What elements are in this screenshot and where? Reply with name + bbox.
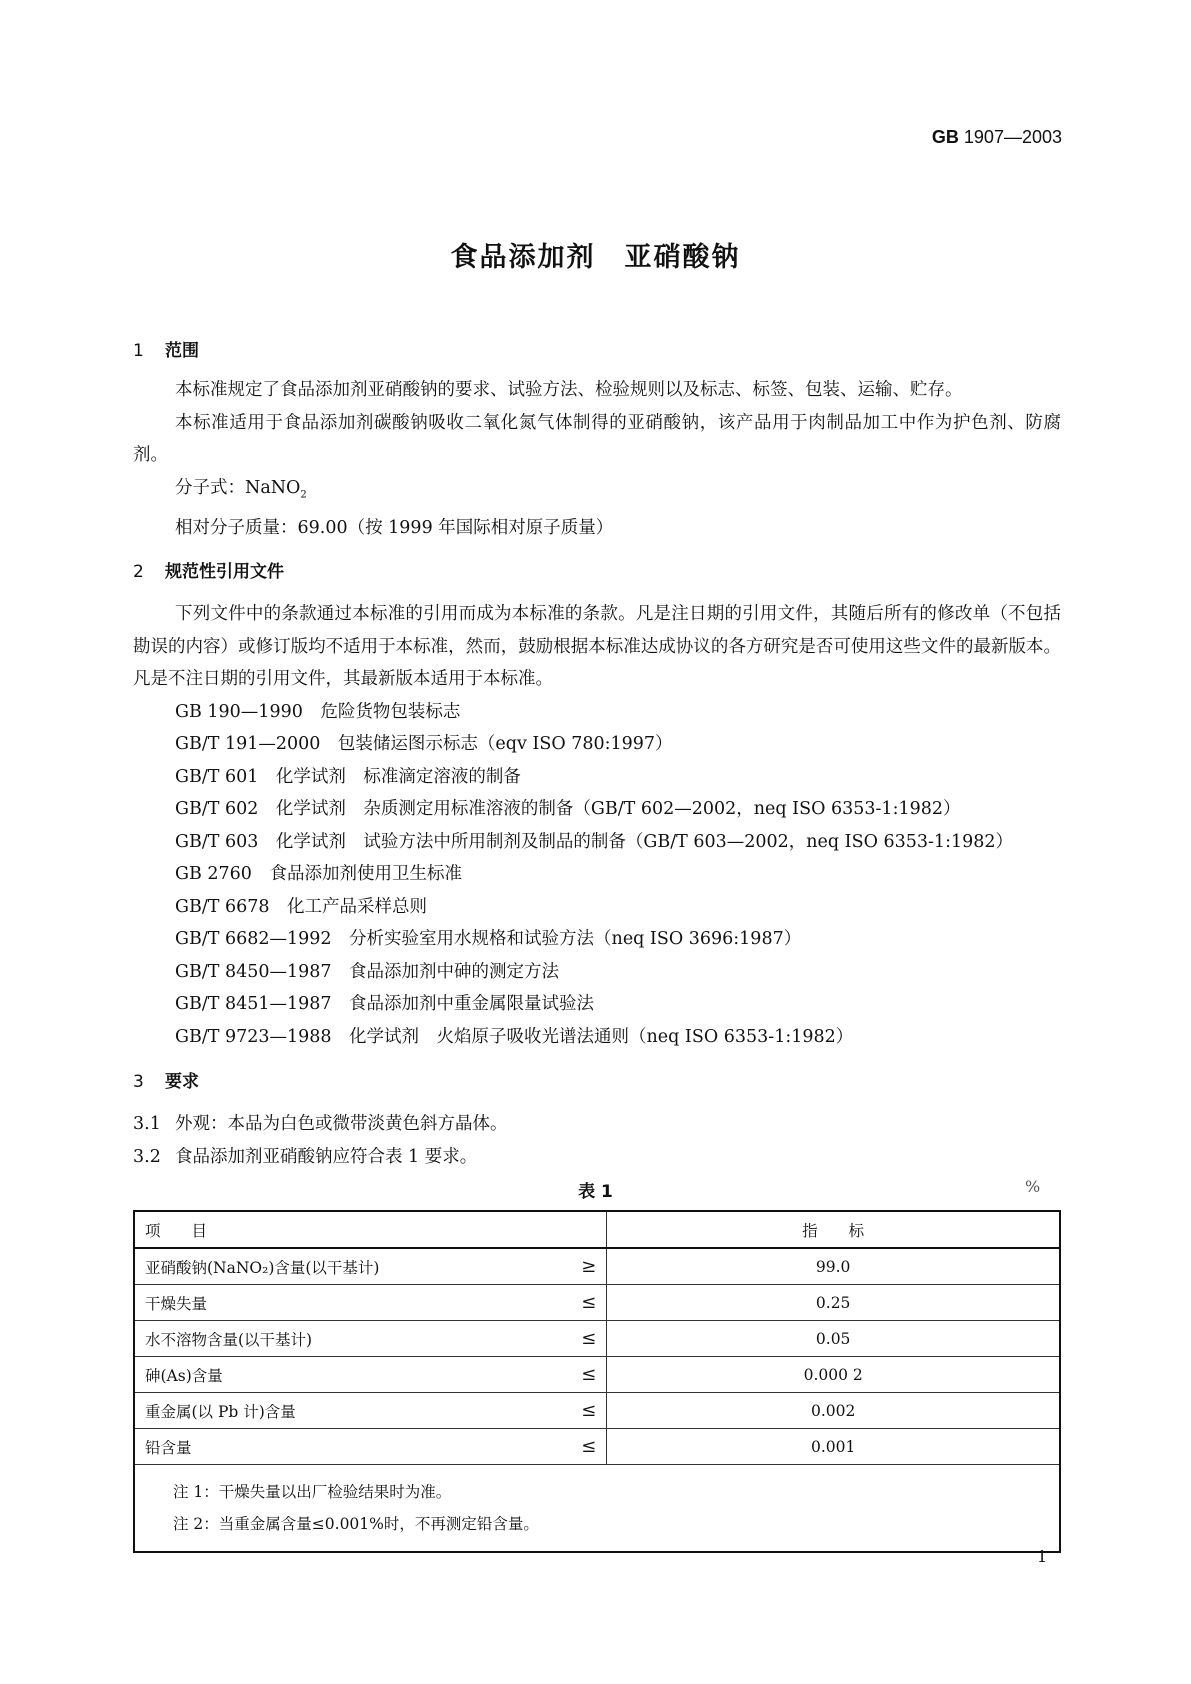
table-notes (134, 1465, 1060, 1553)
table-row (134, 1285, 1060, 1321)
document-title: 食品添加剂 亚硝酸钠 (450, 242, 741, 273)
reference-item: GB/T 8450—1987 食品添加剂中砷的测定方法 (175, 961, 560, 982)
table-header-row (134, 1211, 1060, 1248)
item-name: 砷(As)含量 (134, 1357, 559, 1393)
comparison-operator: ≤ (559, 1429, 607, 1465)
note-1: 注 1：干燥失量以出厂检验结果时为准。 (173, 1483, 452, 1501)
item-value: 0.002 (607, 1393, 1060, 1429)
item-value: 0.001 (607, 1429, 1060, 1465)
table-row (134, 1321, 1060, 1357)
table-row (134, 1393, 1060, 1429)
reference-item: GB/T 191—2000 包装储运图示标志（eqv ISO 780:1997） (175, 734, 673, 754)
reference-item: GB/T 601 化学试剂 标准滴定溶液的制备 (175, 766, 521, 787)
references-intro: 下列文件中的条款通过本标准的引用而成为本标准的条款。凡是注日期的引用文件，其随后所有的修改单（不包括勘误的内容）或修订版均不适用于本标准，然而，鼓励根据本标准达成协议的各方研究是否可使用这些文件的最新版本。凡是不注日期的引用文件，其最新版本适用于本标准。 (133, 604, 1061, 689)
item-name: 铅含量 (134, 1429, 559, 1465)
reference-item: GB/T 9723—1988 化学试剂 火焰原子吸收光谱法通则（neq ISO 6353-1:1982） (175, 1026, 854, 1047)
item-value: 0.05 (607, 1321, 1060, 1357)
reference-item: GB 2760 食品添加剂使用卫生标准 (175, 864, 462, 884)
page-number: 1 (1037, 1547, 1048, 1566)
reference-item: GB/T 8451—1987 食品添加剂中重金属限量试验法 (175, 994, 595, 1014)
clause-3-1: 3.1 外观：本品为白色或微带淡黄色斜方晶体。 (133, 1114, 508, 1134)
header-value: 指 标 (607, 1211, 1060, 1248)
item-name: 重金属(以 Pb 计)含量 (134, 1393, 559, 1429)
table-row (134, 1429, 1060, 1465)
standard-code: GB 1907—2003 (931, 127, 1062, 147)
header-item: 项 目 (134, 1211, 607, 1248)
table-notes-row (134, 1465, 1060, 1553)
comparison-operator: ≤ (559, 1285, 607, 1321)
item-name: 水不溶物含量(以干基计) (134, 1321, 559, 1357)
comparison-operator: ≤ (559, 1357, 607, 1393)
scope-paragraph: 本标准适用于食品添加剂碳酸钠吸收二氧化氮气体制得的亚硝酸钠，该产品用于肉制品加工中作为护色剂、防腐剂。 (133, 412, 1061, 465)
item-name: 亚硝酸钠(NaNO₂)含量(以干基计) (134, 1248, 559, 1285)
scope-body (133, 374, 1061, 544)
clause-3-2: 3.2 食品添加剂亚硝酸钠应符合表 1 要求。 (133, 1146, 478, 1167)
reference-item: GB/T 6678 化工产品采样总则 (175, 896, 428, 917)
table-row (134, 1357, 1060, 1393)
item-name: 干燥失量 (134, 1285, 559, 1321)
comparison-operator: ≤ (559, 1321, 607, 1357)
references-body (133, 598, 1061, 1053)
reference-item: GB/T 603 化学试剂 试验方法中所用制剂及制品的制备（GB/T 603—2002，neq ISO 6353-1:1982） (175, 831, 1013, 852)
requirements-table (133, 1210, 1061, 1553)
item-value: 99.0 (607, 1248, 1060, 1285)
item-value: 0.000 2 (607, 1357, 1060, 1393)
formula: 分子式：NaNO$_2$ (175, 477, 307, 500)
table-unit: % (1025, 1177, 1041, 1196)
table-caption: 表 1 (578, 1182, 613, 1202)
section-heading-references: 2 规范性引用文件 (133, 562, 284, 582)
section-heading-scope: 1 范围 (133, 341, 199, 361)
requirements-clauses (133, 1108, 508, 1173)
item-value: 0.25 (607, 1285, 1060, 1321)
scope-paragraph: 本标准规定了食品添加剂亚硝酸钠的要求、试验方法、检验规则以及标志、标签、包装、运输、贮存。 (175, 380, 963, 400)
reference-item: GB/T 6682—1992 分析实验室用水规格和试验方法（neq ISO 3696:1987） (175, 929, 802, 949)
molecular-mass: 相对分子质量：69.00（按 1999 年国际相对原子质量） (175, 517, 614, 538)
reference-item: GB/T 602 化学试剂 杂质测定用标准溶液的制备（GB/T 602—2002，neq ISO 6353-1:1982） (175, 799, 961, 819)
reference-item: GB 190—1990 危险货物包装标志 (175, 701, 461, 722)
table-row (134, 1248, 1060, 1285)
note-2: 注 2：当重金属含量≤0.001%时，不再测定铅含量。 (173, 1515, 539, 1533)
comparison-operator: ≤ (559, 1393, 607, 1429)
comparison-operator: ≥ (559, 1248, 607, 1285)
section-heading-requirements: 3 要求 (133, 1072, 199, 1092)
